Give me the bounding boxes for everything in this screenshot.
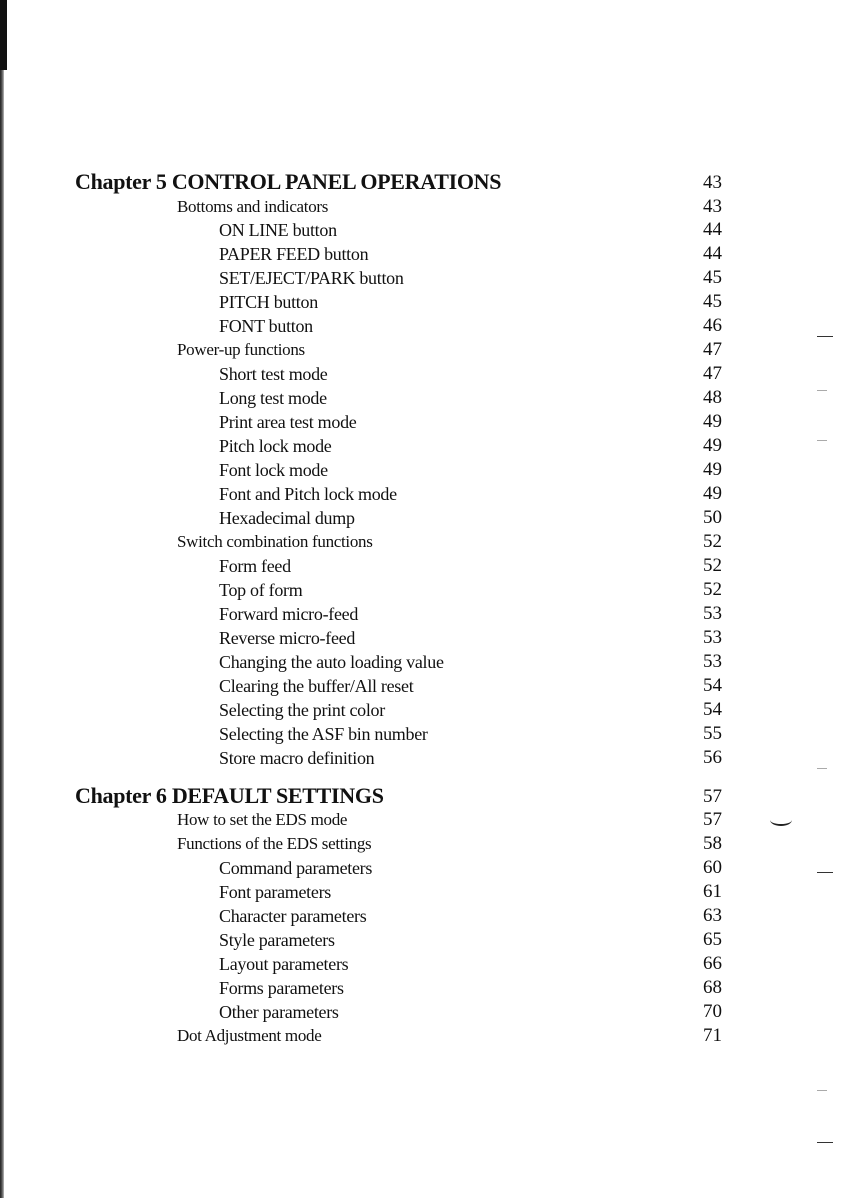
toc-entry-title: PAPER FEED button [219, 244, 369, 264]
toc-entry [0, 292, 852, 316]
toc-entry [0, 508, 852, 532]
toc-page-number: 48 [703, 387, 722, 408]
toc-entry-title: Chapter 5 CONTROL PANEL OPERATIONS [75, 169, 502, 194]
toc-entry-title: Font lock mode [219, 460, 328, 480]
toc-entry-title: Hexadecimal dump [219, 508, 355, 528]
toc-page-number: 47 [703, 339, 722, 360]
toc-entry [0, 978, 852, 1002]
margin-curve-mark [770, 814, 792, 826]
toc-entry-title: Dot Adjustment mode [177, 1026, 322, 1045]
margin-mark [817, 390, 827, 391]
toc-page-number: 57 [703, 786, 722, 807]
toc-page-number: 52 [703, 579, 722, 600]
margin-mark [817, 768, 827, 769]
toc-page-number: 60 [703, 857, 722, 878]
toc-entry [0, 460, 852, 484]
toc-page-number: 46 [703, 315, 722, 336]
toc-entry-title: Switch combination functions [177, 532, 373, 551]
toc-entry [0, 484, 852, 508]
toc-page-number: 61 [703, 881, 722, 902]
margin-mark [817, 872, 833, 873]
toc-page-number: 45 [703, 267, 722, 288]
toc-page-number: 71 [703, 1025, 722, 1046]
toc-entry-title: Reverse micro-feed [219, 628, 356, 648]
toc-page-number: 66 [703, 953, 722, 974]
margin-mark [817, 336, 833, 337]
toc-entry-title: Pitch lock mode [219, 436, 332, 456]
toc-entry-title: Font and Pitch lock mode [219, 484, 397, 504]
toc-page-number: 57 [703, 809, 722, 830]
toc-entry [0, 930, 852, 954]
toc-entry-title: Bottoms and indicators [177, 197, 329, 216]
toc-entry-title: FONT button [219, 316, 313, 336]
toc-page-number: 49 [703, 411, 722, 432]
margin-mark [817, 1142, 833, 1143]
toc-entry [0, 1002, 852, 1026]
toc-entry [0, 412, 852, 436]
toc-entry [0, 652, 852, 676]
toc-page-number: 65 [703, 929, 722, 950]
toc-page-number: 53 [703, 651, 722, 672]
toc-entry [0, 858, 852, 882]
toc-entry-title: Top of form [219, 580, 303, 600]
toc-entry-title: Font parameters [219, 882, 331, 902]
toc-entry-title: Command parameters [219, 858, 373, 878]
toc-page-number: 52 [703, 531, 722, 552]
toc-page-number: 53 [703, 603, 722, 624]
toc-entry [0, 340, 852, 364]
toc-page-number: 45 [703, 291, 722, 312]
toc-entry [0, 268, 852, 292]
toc-page-number: 53 [703, 627, 722, 648]
toc-entry [0, 1026, 852, 1050]
toc-entry [0, 364, 852, 388]
toc-entry-title: PITCH button [219, 292, 318, 312]
toc-entry-title: SET/EJECT/PARK button [219, 268, 404, 288]
toc-entry [0, 604, 852, 628]
toc-entry [0, 906, 852, 930]
toc-entry [0, 244, 852, 268]
toc-page-number: 68 [703, 977, 722, 998]
toc-page-number: 54 [703, 675, 722, 696]
toc-page-number: 49 [703, 435, 722, 456]
page-scan-edge-top [0, 0, 7, 70]
toc-entry-title: Chapter 6 DEFAULT SETTINGS [75, 783, 384, 808]
toc-entry-title: Selecting the ASF bin number [219, 724, 428, 744]
toc-entry-title: Selecting the print color [219, 700, 385, 720]
toc-entry [0, 220, 852, 244]
toc-chapter-heading [0, 783, 852, 809]
toc-entry-title: Character parameters [219, 906, 367, 926]
toc-entry [0, 628, 852, 652]
toc-page-number: 43 [703, 172, 722, 193]
toc-entry [0, 197, 852, 221]
toc-entry [0, 834, 852, 858]
toc-entry-title: Changing the auto loading value [219, 652, 444, 672]
toc-page-number: 49 [703, 459, 722, 480]
toc-entry-title: Form feed [219, 556, 291, 576]
toc-entry-title: How to set the EDS mode [177, 810, 348, 829]
toc-entry [0, 676, 852, 700]
toc-entry [0, 700, 852, 724]
toc-entry-title: Functions of the EDS settings [177, 834, 372, 853]
toc-page-number: 55 [703, 723, 722, 744]
toc-page-number: 50 [703, 507, 722, 528]
toc-entry-title: Long test mode [219, 388, 327, 408]
toc-page-number: 63 [703, 905, 722, 926]
toc-page-number: 43 [703, 196, 722, 217]
toc-page-number: 56 [703, 747, 722, 768]
toc-entry-title: Print area test mode [219, 412, 357, 432]
toc-entry [0, 954, 852, 978]
toc-entry [0, 556, 852, 580]
margin-mark [817, 1090, 827, 1091]
toc-entry [0, 316, 852, 340]
toc-page-number: 49 [703, 483, 722, 504]
toc-entry-title: Short test mode [219, 364, 328, 384]
toc-entry-title: Style parameters [219, 930, 335, 950]
toc-entry-title: Layout parameters [219, 954, 349, 974]
toc-entry-title: ON LINE button [219, 220, 337, 240]
toc-page-number: 52 [703, 555, 722, 576]
toc-page-number: 70 [703, 1001, 722, 1022]
toc-page-number: 44 [703, 243, 722, 264]
toc-entry [0, 580, 852, 604]
toc-chapter-heading [0, 169, 852, 195]
toc-entry-title: Store macro definition [219, 748, 375, 768]
toc-entry [0, 388, 852, 412]
toc-entry [0, 810, 852, 834]
toc-entry-title: Forward micro-feed [219, 604, 359, 624]
toc-entry [0, 436, 852, 460]
toc-entry-title: Other parameters [219, 1002, 339, 1022]
toc-entry [0, 532, 852, 556]
toc-page-number: 47 [703, 363, 722, 384]
toc-entry-title: Power-up functions [177, 340, 305, 359]
toc-page-number: 44 [703, 219, 722, 240]
toc-entry-title: Clearing the buffer/All reset [219, 676, 414, 696]
toc-page-number: 58 [703, 833, 722, 854]
toc-entry-title: Forms parameters [219, 978, 344, 998]
toc-entry [0, 748, 852, 772]
toc-page-number: 54 [703, 699, 722, 720]
toc-entry [0, 882, 852, 906]
toc-entry [0, 724, 852, 748]
margin-mark [817, 440, 827, 441]
